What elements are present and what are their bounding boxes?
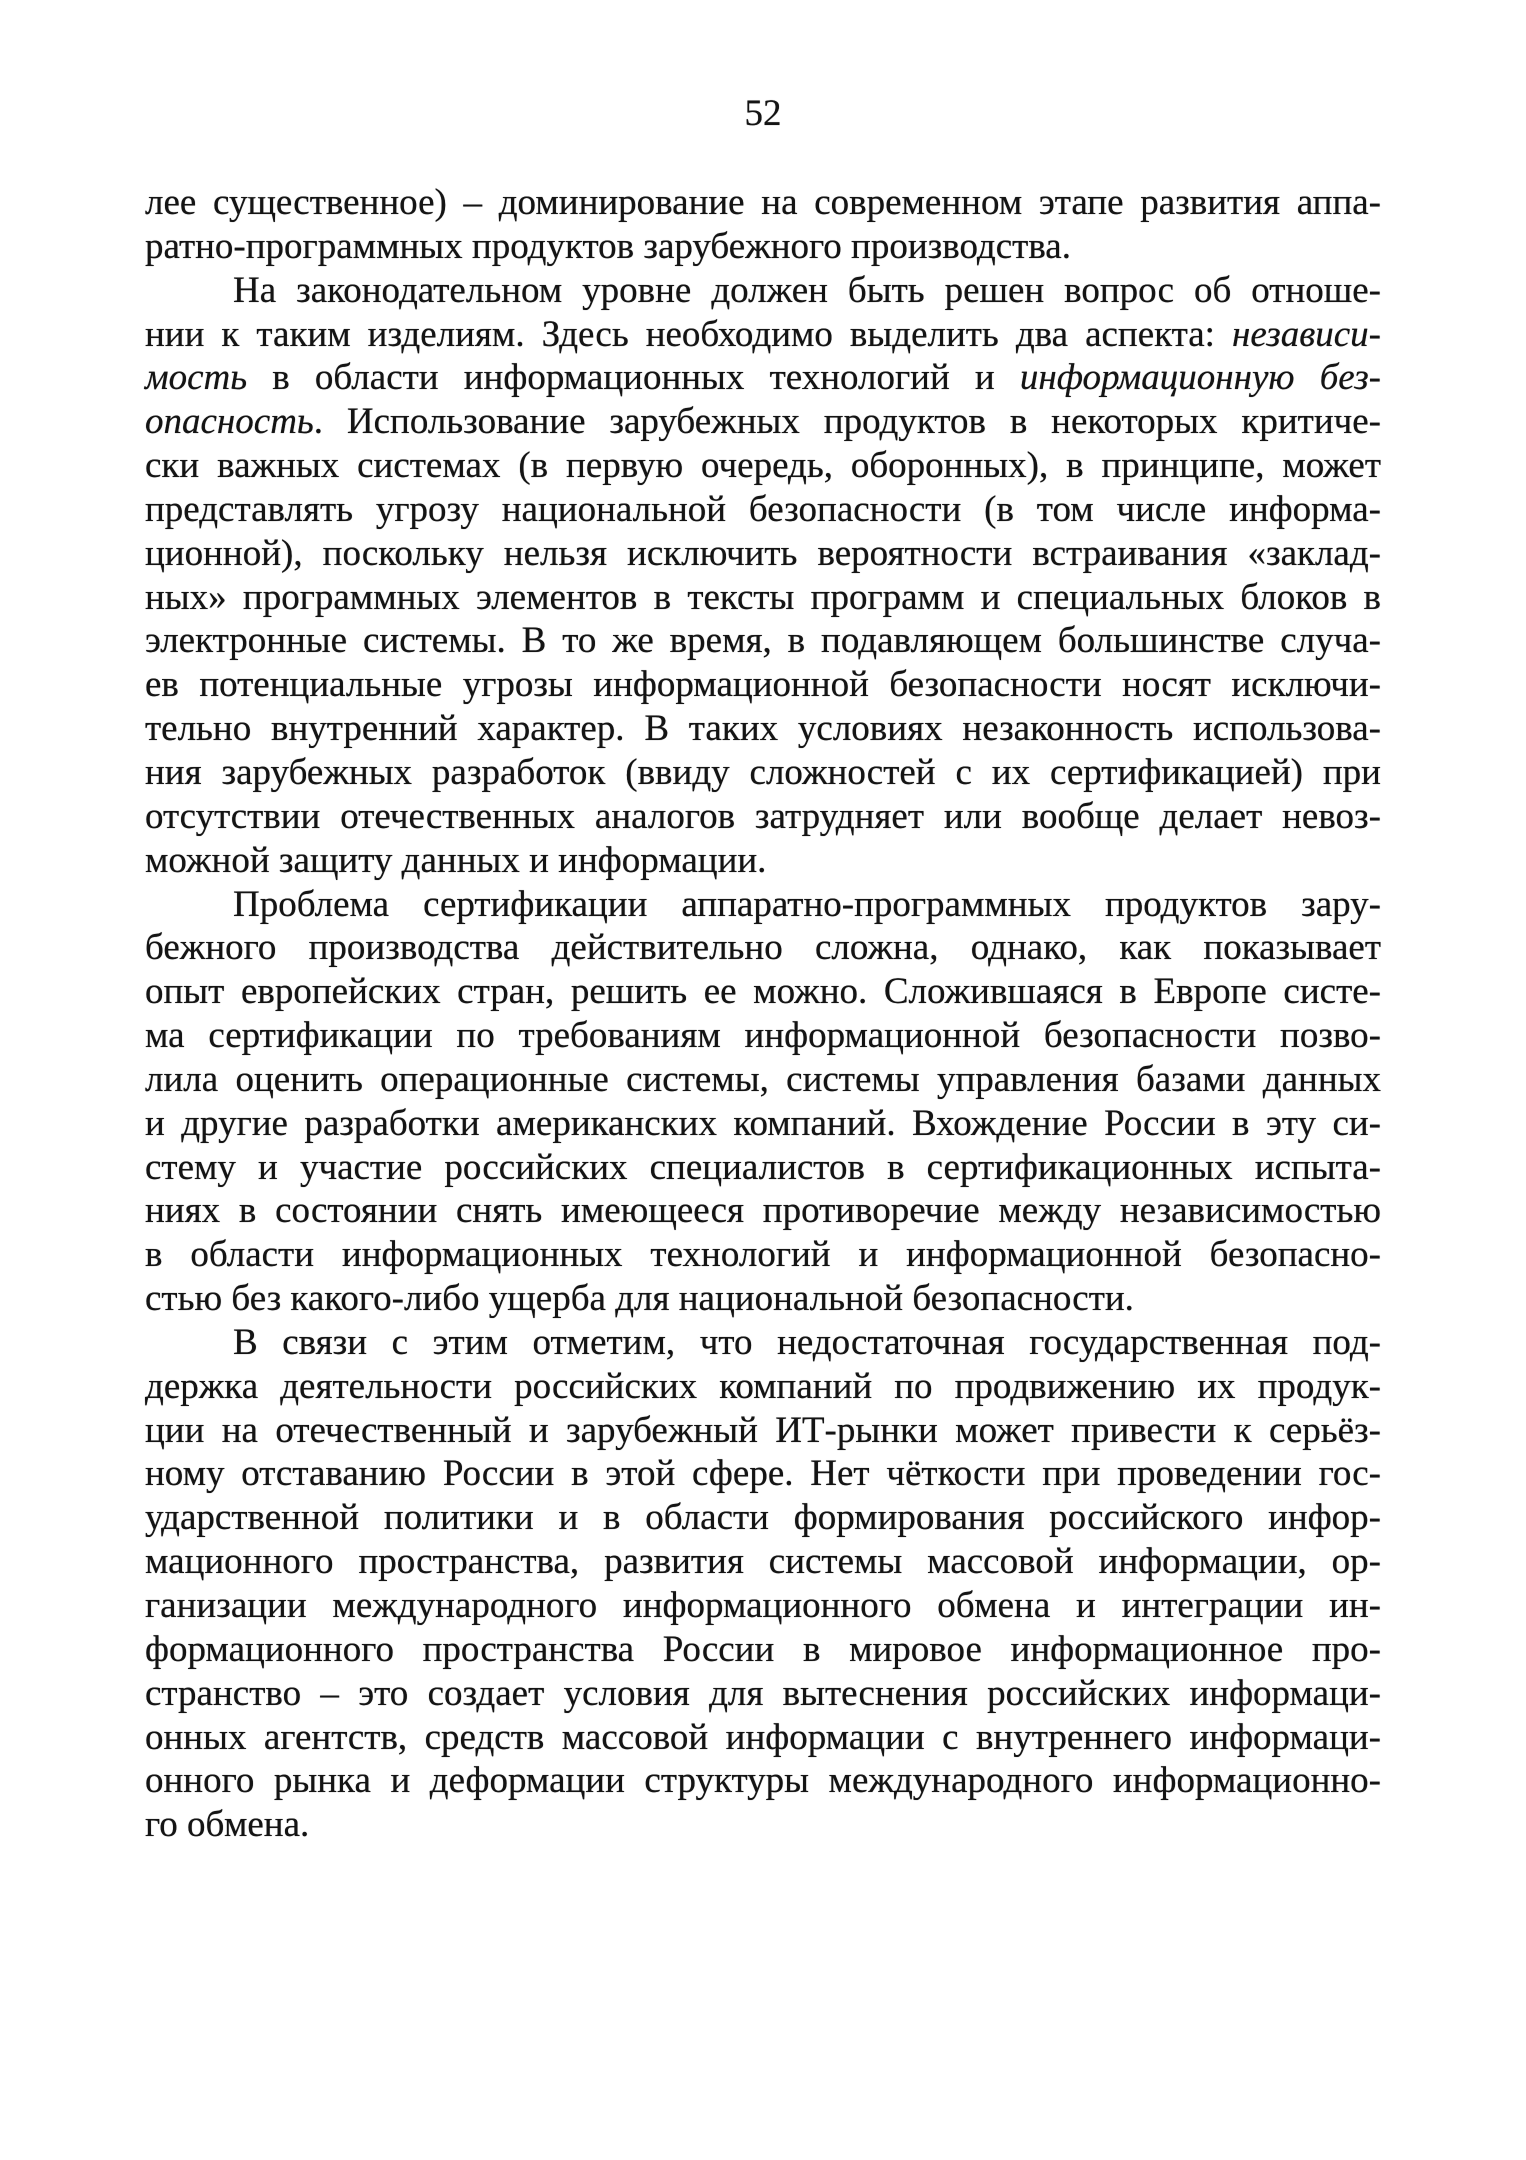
text-segment: бежного производства действительно сложна, однако, как показывает <box>145 927 1381 969</box>
text-line <box>145 1452 1381 1496</box>
text-segment: . Использование зарубежных продуктов в некоторых критиче- <box>313 401 1381 443</box>
text-line <box>145 1409 1381 1453</box>
text-segment: ев потенциальные угрозы информационной безопасности носят исключи- <box>145 664 1381 706</box>
page-number: 52 <box>744 93 782 134</box>
text-segment: держка деятельности российских компаний по продвижению их продук- <box>145 1365 1381 1407</box>
text-segment: опыт европейских стран, решить ее можно. Сложившаяся в Европе систе- <box>145 971 1381 1013</box>
text-line <box>145 619 1381 663</box>
text-segment: ному отставанию России в этой сфере. Нет чёткости при проведении гос- <box>145 1453 1381 1495</box>
text-line <box>145 576 1381 620</box>
text-line <box>145 269 1381 313</box>
text-line <box>145 1146 1381 1190</box>
text-line <box>145 1189 1381 1233</box>
italic-text: независи- <box>1231 313 1381 355</box>
text-segment: В связи с этим отметим, что недостаточная государственная под- <box>233 1321 1381 1363</box>
text-segment: ных» программных элементов в тексты программ и специальных блоков в <box>145 576 1381 618</box>
text-line <box>145 1102 1381 1146</box>
text-segment: го обмена. <box>145 1804 310 1846</box>
text-segment: мационного пространства, развития системы массовой информации, ор- <box>145 1541 1381 1583</box>
italic-text: информационную без- <box>1019 357 1381 399</box>
text-line <box>145 1672 1381 1716</box>
text-segment: тельно внутренний характер. В таких условиях незаконность использова- <box>145 708 1381 750</box>
paragraph <box>145 883 1381 1321</box>
italic-text: мость <box>145 357 248 399</box>
text-segment: отсутствии отечественных аналогов затрудняет или вообще делает невоз- <box>145 795 1381 837</box>
text-line <box>145 839 1381 883</box>
text-line <box>145 181 1381 225</box>
text-segment: Проблема сертификации аппаратно-программных продуктов зару- <box>233 883 1381 925</box>
text-segment: ма сертификации по требованиям информационной безопасности позво- <box>145 1015 1381 1057</box>
text-segment: стему и участие российских специалистов в сертификационных испыта- <box>145 1146 1381 1188</box>
text-line <box>145 1321 1381 1365</box>
text-line <box>145 356 1381 400</box>
text-line <box>145 970 1381 1014</box>
text-segment: ния зарубежных разработок (ввиду сложностей с их сертификацией) при <box>145 751 1381 793</box>
text-line <box>145 400 1381 444</box>
text-line <box>145 1759 1381 1803</box>
text-segment: в области информационных технологий и <box>247 357 1020 399</box>
text-segment: можной защиту данных и информации. <box>145 839 767 881</box>
paragraph <box>145 269 1381 883</box>
text-line <box>145 1628 1381 1672</box>
text-line <box>145 1058 1381 1102</box>
text-segment: ратно-программных продуктов зарубежного производства. <box>145 225 1071 267</box>
text-segment: в области информационных технологий и информационной безопасно- <box>145 1234 1381 1276</box>
page-body-text <box>145 181 1381 1847</box>
text-segment: ции на отечественный и зарубежный ИТ-рынки может привести к серьёз- <box>145 1409 1381 1451</box>
italic-text: опасность <box>145 401 314 443</box>
text-line <box>145 1014 1381 1058</box>
text-line <box>145 663 1381 707</box>
text-line <box>145 444 1381 488</box>
text-segment: стью без какого-либо ущерба для национальной безопасности. <box>145 1278 1134 1320</box>
text-line <box>145 532 1381 576</box>
text-segment: странство – это создает условия для вытеснения российских информаци- <box>145 1672 1381 1714</box>
text-segment: онного рынка и деформации структуры международного информационно- <box>145 1760 1381 1802</box>
text-line <box>145 1540 1381 1584</box>
text-line <box>145 225 1381 269</box>
text-line <box>145 1584 1381 1628</box>
text-line <box>145 313 1381 357</box>
paragraph <box>145 181 1381 269</box>
text-segment: лила оценить операционные системы, системы управления базами данных <box>145 1058 1381 1100</box>
text-line <box>145 1233 1381 1277</box>
text-segment: ски важных системах (в первую очередь, оборонных), в принципе, может <box>145 445 1381 487</box>
text-segment: формационного пространства России в мировое информационное про- <box>145 1628 1381 1670</box>
paragraph <box>145 1321 1381 1847</box>
text-segment: электронные системы. В то же время, в подавляющем большинстве случа- <box>145 620 1381 662</box>
text-segment: ниях в состоянии снять имеющееся противоречие между независимостью <box>145 1190 1381 1232</box>
text-segment: и другие разработки американских компаний. Вхождение России в эту си- <box>145 1102 1381 1144</box>
text-line <box>145 926 1381 970</box>
text-segment: ганизации международного информационного обмена и интеграции ин- <box>145 1585 1381 1626</box>
text-segment: нии к таким изделиям. Здесь необходимо выделить два аспекта: <box>145 313 1232 355</box>
text-line <box>145 1496 1381 1540</box>
text-segment: лее существенное) – доминирование на современном этапе развития аппа- <box>145 182 1381 223</box>
text-segment: представлять угрозу национальной безопасности (в том числе информа- <box>145 488 1381 530</box>
text-line <box>145 751 1381 795</box>
text-segment: ударственной политики и в области формирования российского инфор- <box>145 1497 1381 1539</box>
text-line <box>145 707 1381 751</box>
text-line <box>145 795 1381 839</box>
text-line <box>145 488 1381 532</box>
text-line <box>145 1716 1381 1760</box>
text-line <box>145 1803 1381 1847</box>
text-line <box>145 1277 1381 1321</box>
text-line <box>145 883 1381 927</box>
text-line <box>145 1365 1381 1409</box>
text-segment: ционной), поскольку нельзя исключить вероятности встраивания «заклад- <box>145 532 1381 574</box>
text-segment: На законодательном уровне должен быть решен вопрос об отноше- <box>233 269 1381 311</box>
text-segment: онных агентств, средств массовой информации с внутреннего информаци- <box>145 1716 1381 1758</box>
